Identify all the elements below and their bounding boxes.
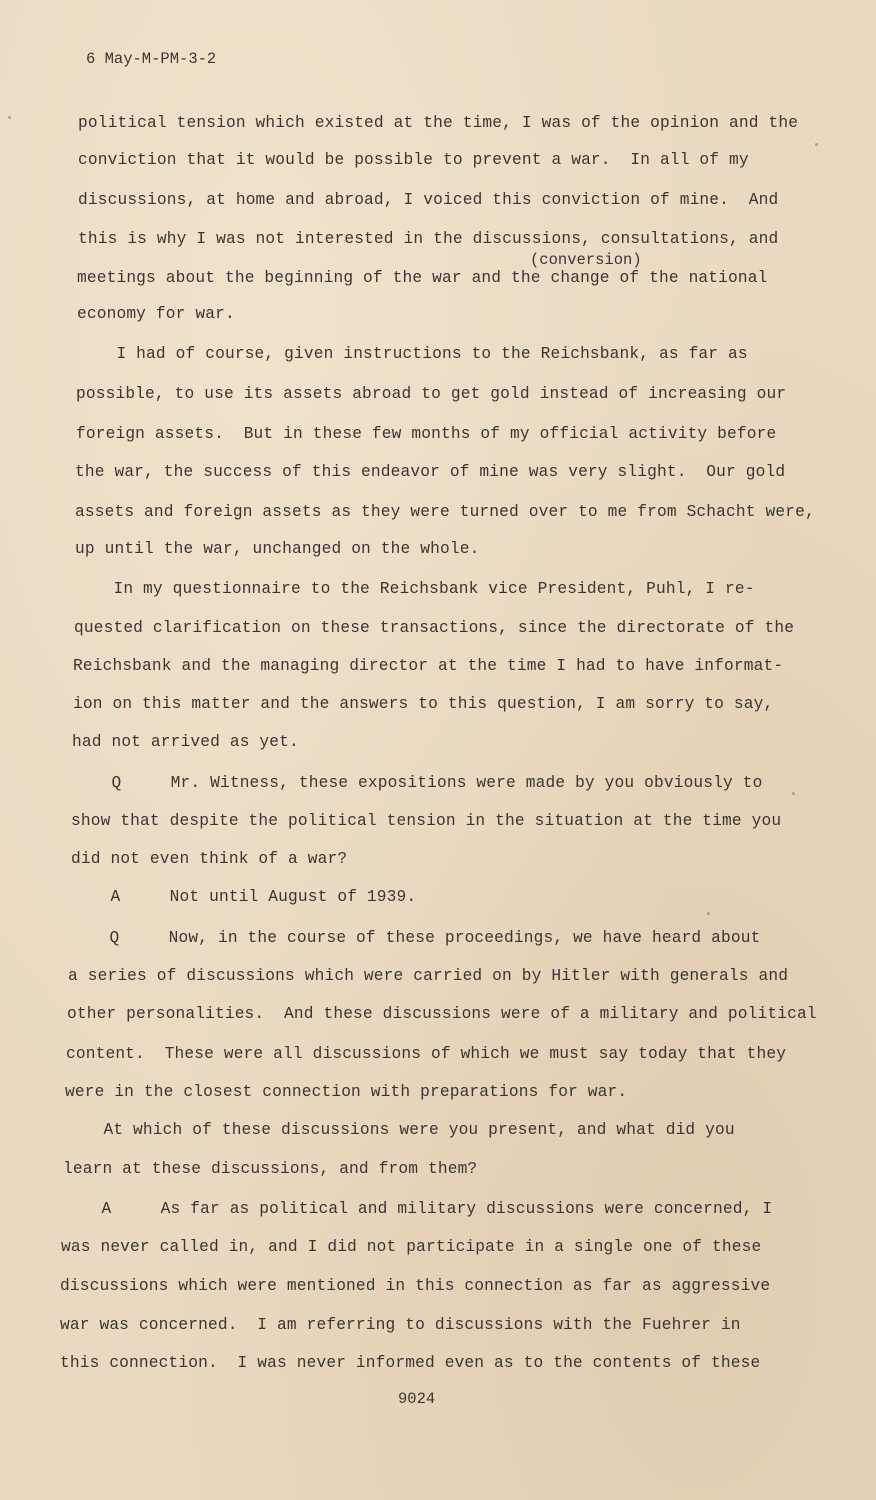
text-line: this is why I was not interested in the discussions, consultations, and (78, 230, 779, 248)
text-line: At which of these discussions were you present, and what did you (64, 1121, 735, 1139)
text-line: I had of course, given instructions to the Reichsbank, as far as (77, 345, 748, 363)
text-line: political tension which existed at the time, I was of the opinion and the (78, 114, 799, 132)
text-line: content. These were all discussions of which we must say today that they (66, 1045, 787, 1063)
text-line: was never called in, and I did not participate in a single one of these (61, 1238, 762, 1256)
text-line: discussions which were mentioned in this connection as far as aggressive (60, 1277, 771, 1295)
text-line: assets and foreign assets as they were turned over to me from Schacht were, (75, 503, 815, 521)
text-line: possible, to use its assets abroad to get gold instead of increasing our (76, 385, 787, 403)
text-line: Reichsbank and the managing director at the time I had to have informat- (73, 657, 784, 675)
page-number: 9024 (398, 1390, 436, 1408)
text-line: discussions, at home and abroad, I voiced this conviction of mine. And (78, 191, 779, 209)
text-line: A As far as political and military discussions were concerned, I (62, 1200, 773, 1218)
paper-speck (815, 143, 818, 146)
text-line: foreign assets. But in these few months of my official activity before (76, 425, 777, 443)
text-line: quested clarification on these transactions, since the directorate of the (74, 619, 795, 637)
page-header-reference: 6 May-M-PM-3-2 (86, 50, 217, 68)
text-line: learn at these discussions, and from them? (63, 1160, 478, 1178)
text-line: In my questionnaire to the Reichsbank vice President, Puhl, I re- (74, 580, 755, 598)
text-line: show that despite the political tension in the situation at the time you (71, 812, 782, 830)
text-line: Q Mr. Witness, these expositions were made by you obviously to (72, 774, 763, 792)
text-line: the war, the success of this endeavor of mine was very slight. Our gold (75, 463, 786, 481)
text-line: Q Now, in the course of these proceedings, we have heard about (70, 929, 761, 947)
text-line: meetings about the beginning of the war and the change of the national (77, 269, 768, 287)
text-line: other personalities. And these discussions were of a military and political (67, 1005, 817, 1023)
text-line: A Not until August of 1939. (71, 888, 417, 906)
paper-speck (792, 792, 795, 795)
text-line: a series of discussions which were carried on by Hitler with generals and (68, 967, 789, 985)
text-line: this connection. I was never informed even as to the contents of these (60, 1354, 761, 1372)
text-line: had not arrived as yet. (72, 733, 299, 751)
text-line: economy for war. (77, 305, 235, 323)
text-line: were in the closest connection with preparations for war. (65, 1083, 628, 1101)
text-line: conviction that it would be possible to prevent a war. In all of my (78, 151, 749, 169)
text-line: war was concerned. I am referring to discussions with the Fuehrer in (60, 1316, 741, 1334)
paper-speck (707, 912, 710, 915)
text-line: did not even think of a war? (71, 850, 348, 868)
interlinear-insert: (conversion) (530, 251, 642, 269)
paper-speck (8, 116, 11, 119)
text-line: ion on this matter and the answers to this question, I am sorry to say, (73, 695, 774, 713)
text-line: up until the war, unchanged on the whole. (75, 540, 480, 558)
